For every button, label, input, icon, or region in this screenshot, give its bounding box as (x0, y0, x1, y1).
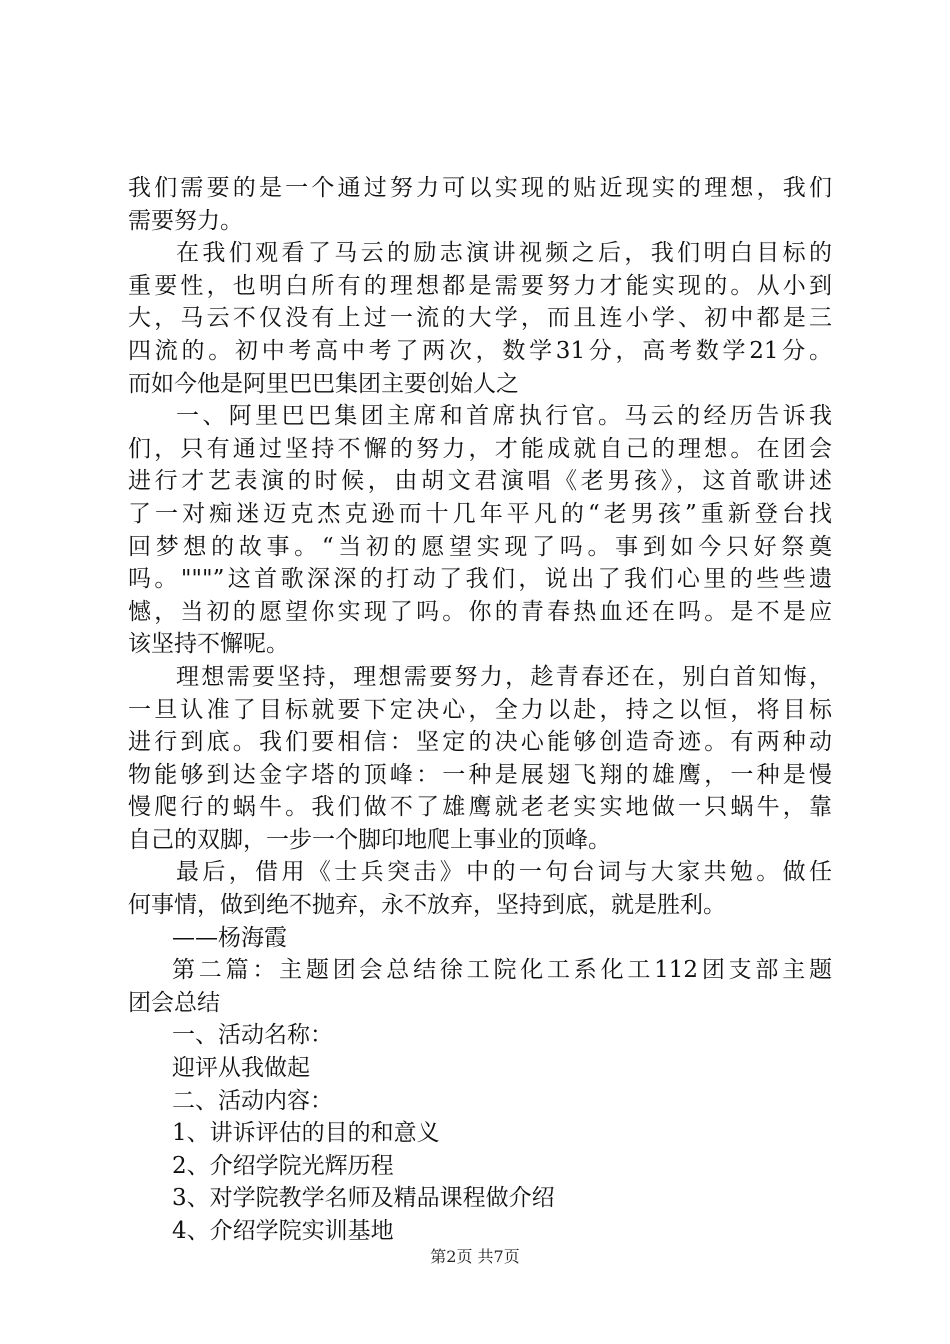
text-line: 物能够到达金字塔的顶峰：一种是展翅飞翔的雄鹰，一种是慢 (128, 761, 832, 788)
list-heading: 一、活动名称： (172, 1022, 333, 1049)
text-line: 大，马云不仅没有上过一流的大学，而且连小学、初中都是三 (128, 305, 832, 332)
body-text (128, 172, 832, 1248)
text-line: 进行到底。我们要相信：坚定的决心能够创造奇迹。有两种动 (128, 729, 832, 756)
author-signature: ——杨海霞 (172, 924, 287, 951)
list-item: 1、讲诉评估的目的和意义 (172, 1120, 440, 1147)
text-line: 四流的。初中考高中考了两次，数学31分，高考数学21分。 (128, 337, 832, 364)
text-line: 慢爬行的蜗牛。我们做不了雄鹰就老老实实地做一只蜗牛，靠 (128, 794, 832, 821)
text-line: 进行才艺表演的时候，由胡文君演唱《老男孩》，这首歌讲述 (128, 468, 832, 495)
text-line: 该坚持不懈呢。 (128, 631, 289, 658)
list-item: 4、介绍学院实训基地 (172, 1218, 394, 1244)
activity-name: 迎评从我做起 (172, 1055, 310, 1082)
text-line: 需要努力。 (128, 207, 243, 234)
text-line: 自己的双脚，一步一个脚印地爬上事业的顶峰。 (128, 826, 611, 853)
text-line: 我们需要的是一个通过努力可以实现的贴近现实的理想，我们 (128, 175, 832, 201)
paragraph-start: 理想需要坚持，理想需要努力，趁青春还在，别白首知悔， (176, 663, 832, 690)
text-line: 团会总结 (128, 989, 220, 1016)
paragraph-start: 一、阿里巴巴集团主席和首席执行官。马云的经历告诉我 (176, 403, 832, 430)
list-item: 3、对学院教学名师及精品课程做介绍 (172, 1185, 555, 1212)
page-number: 第2页 共7页 (430, 1247, 520, 1266)
text-line: 而如今他是阿里巴巴集团主要创始人之 (128, 370, 519, 397)
text-line: 们，只有通过坚持不懈的努力，才能成就自己的理想。在团会 (128, 435, 832, 462)
paragraph-start: 在我们观看了马云的励志演讲视频之后，我们明白目标的 (176, 240, 832, 267)
text-line: 重要性，也明白所有的理想都是需要努力才能实现的。从小到 (128, 272, 832, 299)
paragraph-start: 最后，借用《士兵突击》中的一句台词与大家共勉。做任 (176, 859, 832, 886)
list-heading: 二、活动内容： (172, 1087, 333, 1114)
list-item: 2、介绍学院光辉历程 (172, 1152, 394, 1179)
text-line: 回梦想的故事。“当初的愿望实现了吗。事到如今只好祭奠 (128, 533, 832, 560)
section-heading: 第二篇：主题团会总结徐工院化工系化工112团支部主题 (172, 957, 832, 984)
text-line: 吗。"""”这首歌深深的打动了我们，说出了我们心里的些些遗 (128, 566, 832, 593)
text-line: 一旦认准了目标就要下定决心，全力以赴，持之以恒，将目标 (128, 696, 832, 723)
text-line: 憾，当初的愿望你实现了吗。你的青春热血还在吗。是不是应 (128, 598, 832, 625)
text-line: 何事情，做到绝不抛弃，永不放弃，坚持到底，就是胜利。 (128, 892, 726, 919)
text-line: 了一对痴迷迈克杰克逊而十几年平凡的“老男孩”重新登台找 (128, 500, 832, 527)
